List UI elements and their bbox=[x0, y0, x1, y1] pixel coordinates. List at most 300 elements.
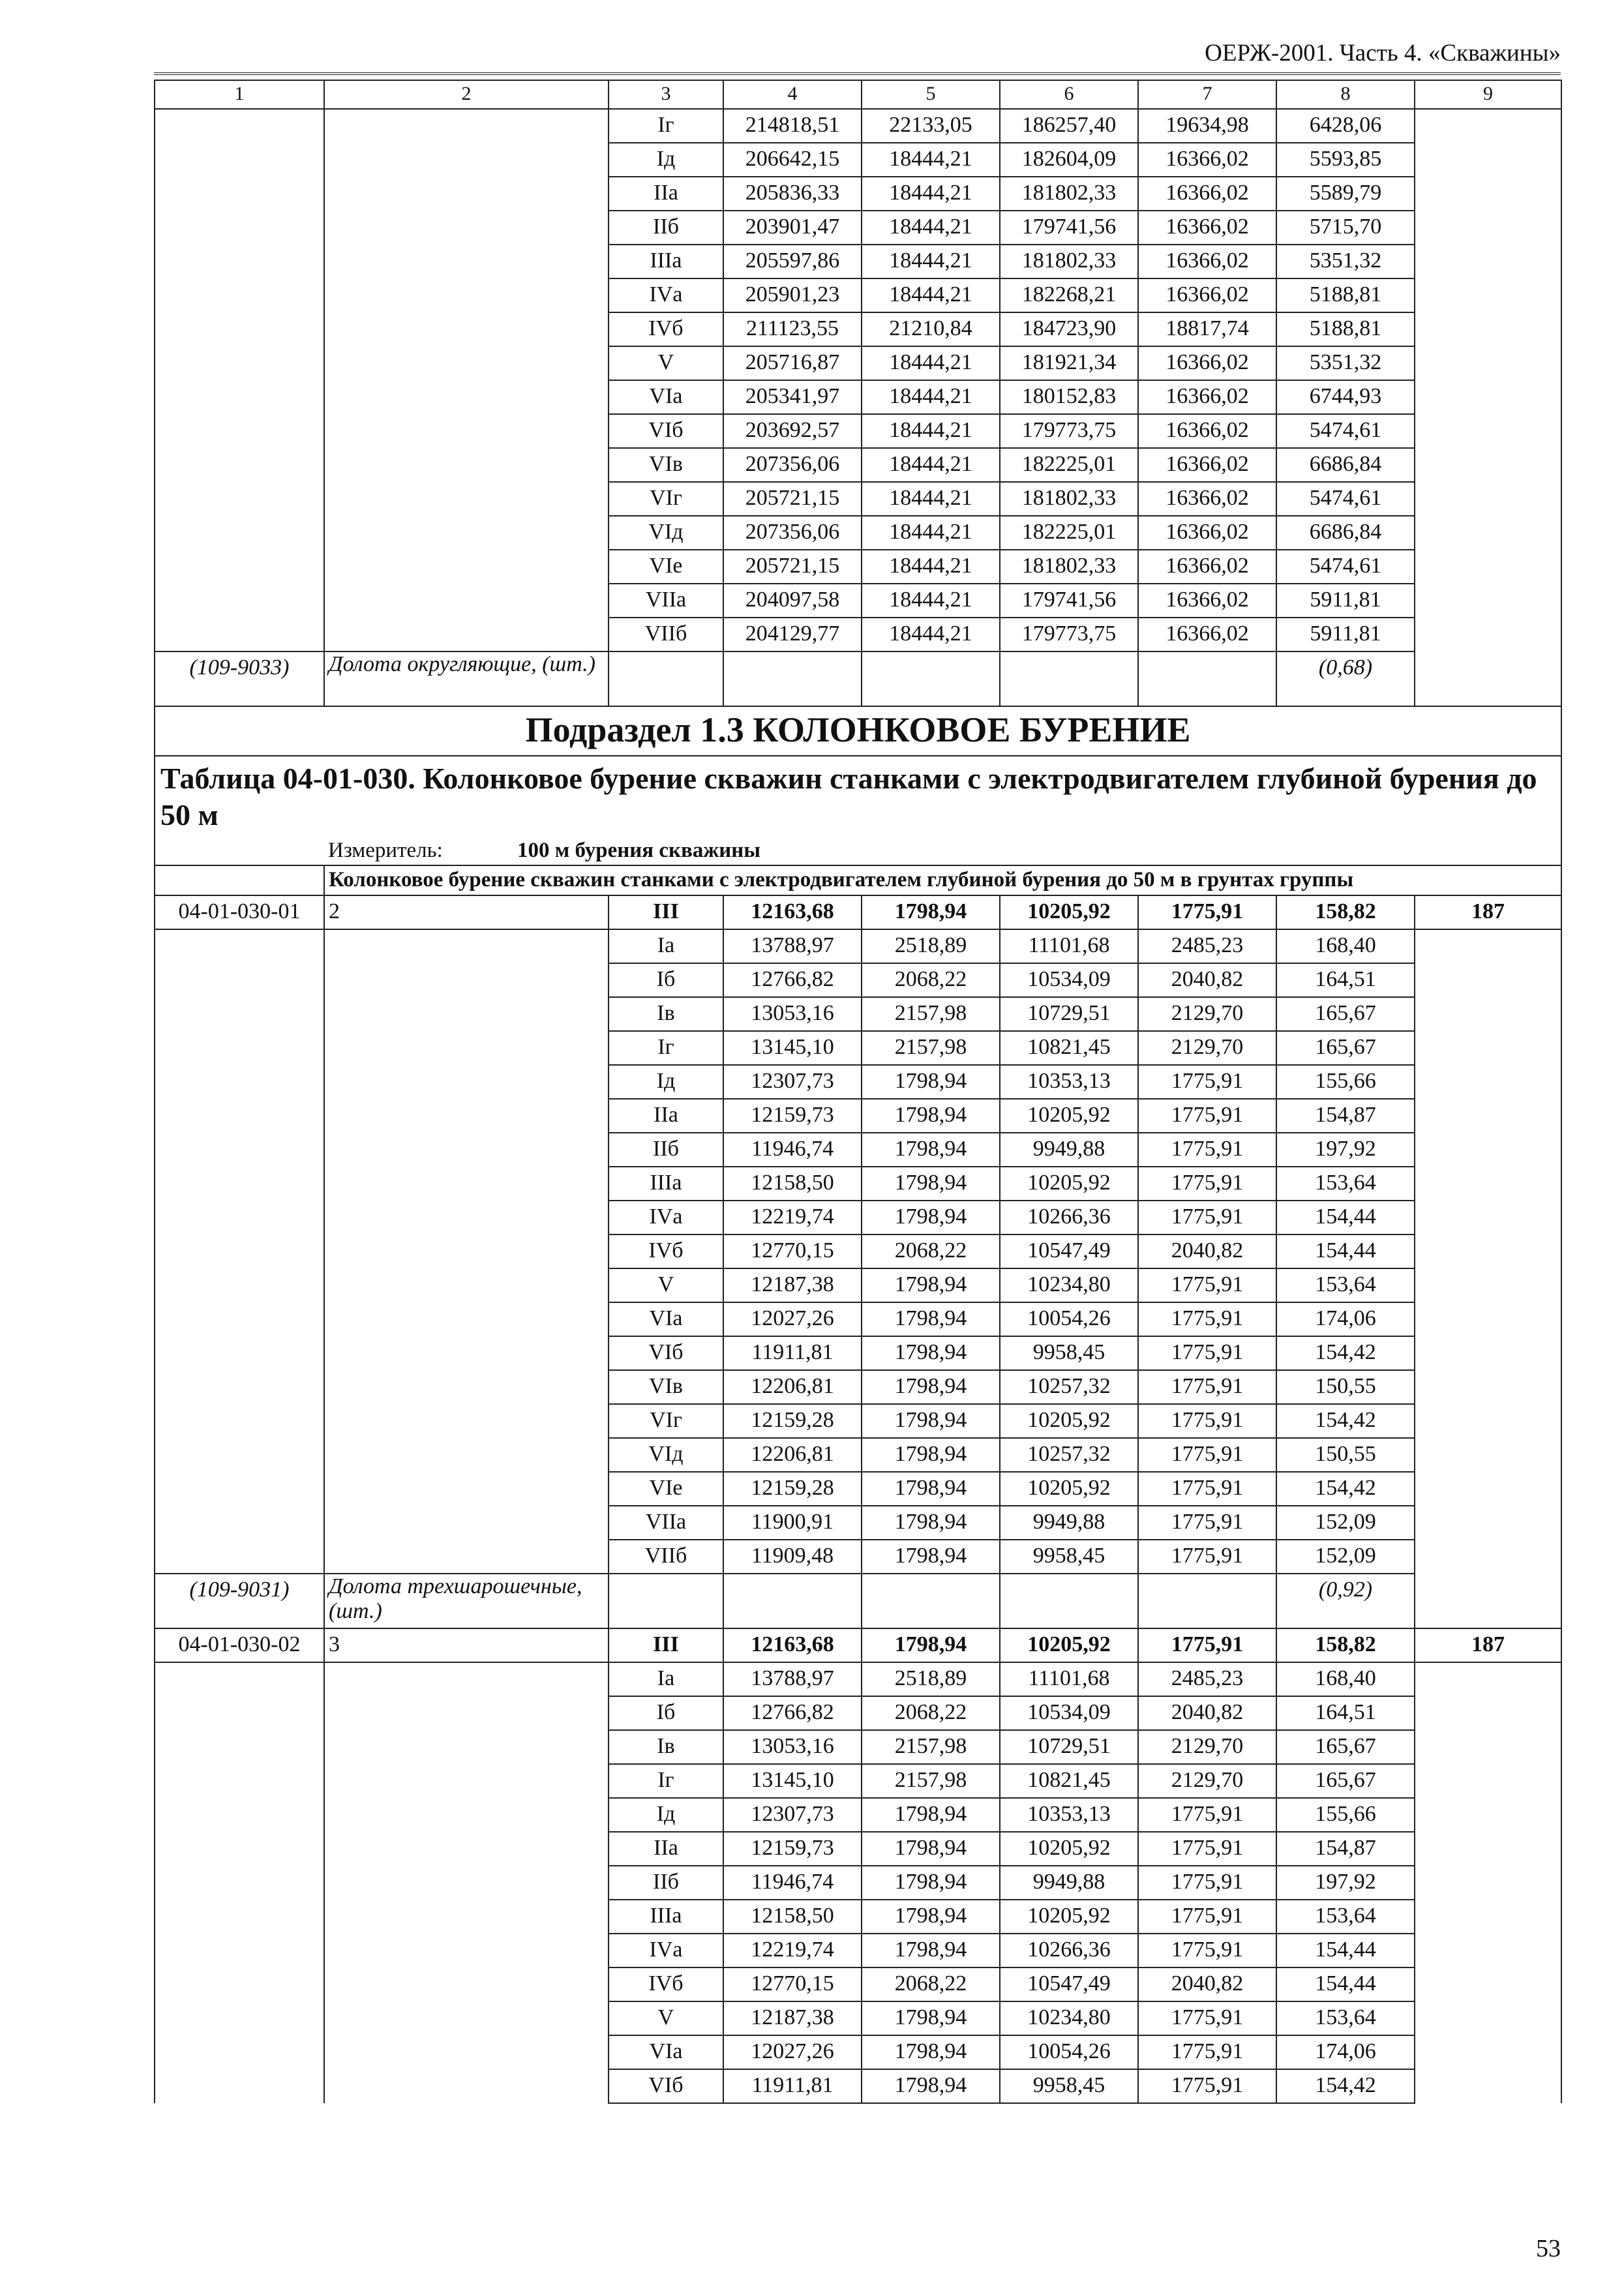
value-cell: 2068,22 bbox=[862, 1967, 1000, 2001]
col9-cell bbox=[1415, 2035, 1561, 2069]
value-cell: 1798,94 bbox=[862, 1201, 1000, 1234]
value-cell: 2485,23 bbox=[1138, 1662, 1276, 1696]
value-cell: 203901,47 bbox=[723, 211, 862, 245]
description-cell: 2 bbox=[324, 895, 609, 929]
column-number: 6 bbox=[1000, 80, 1138, 109]
value-cell: 12206,81 bbox=[723, 1370, 862, 1404]
table-row bbox=[155, 1662, 1561, 1696]
value-cell: 12219,74 bbox=[723, 1201, 862, 1234]
value-cell: 150,55 bbox=[1276, 1438, 1415, 1472]
value-cell: 9949,88 bbox=[1000, 1866, 1138, 1900]
description-cell bbox=[324, 1167, 609, 1201]
value-cell: 12307,73 bbox=[723, 1065, 862, 1099]
table-row bbox=[155, 618, 1561, 651]
value-cell: 6686,84 bbox=[1276, 448, 1415, 482]
value-cell: 207356,06 bbox=[723, 448, 862, 482]
soil-group-cell: IIб bbox=[609, 211, 723, 245]
value-cell: 158,82 bbox=[1276, 1628, 1415, 1662]
description-cell bbox=[324, 109, 609, 143]
value-cell: 2068,22 bbox=[862, 963, 1000, 997]
soil-group-cell: IIIа bbox=[609, 1900, 723, 1934]
table-row bbox=[155, 1934, 1561, 1967]
soil-group-cell: Iб bbox=[609, 1696, 723, 1730]
value-cell: 5351,32 bbox=[1276, 245, 1415, 278]
col9-cell bbox=[1415, 929, 1561, 963]
value-cell: 10205,92 bbox=[1000, 1404, 1138, 1438]
value-cell: 1775,91 bbox=[1138, 1438, 1276, 1472]
empty-cell bbox=[723, 651, 862, 706]
value-cell: 1798,94 bbox=[862, 1370, 1000, 1404]
value-cell: 1798,94 bbox=[862, 1438, 1000, 1472]
value-cell: 5715,70 bbox=[1276, 211, 1415, 245]
value-cell: 2518,89 bbox=[862, 1662, 1000, 1696]
value-cell: 10353,13 bbox=[1000, 1065, 1138, 1099]
value-cell: 1775,91 bbox=[1138, 2001, 1276, 2035]
value-cell: 10054,26 bbox=[1000, 2035, 1138, 2069]
description-cell bbox=[324, 1438, 609, 1472]
value-cell: 12163,68 bbox=[723, 895, 862, 929]
soil-group-cell: Iд bbox=[609, 143, 723, 177]
value-cell: 154,44 bbox=[1276, 1201, 1415, 1234]
table-row bbox=[155, 1866, 1561, 1900]
value-cell: 153,64 bbox=[1276, 1167, 1415, 1201]
value-cell: 153,64 bbox=[1276, 2001, 1415, 2035]
soil-group-cell: VIIб bbox=[609, 618, 723, 651]
value-cell: 179773,75 bbox=[1000, 414, 1138, 448]
table-row bbox=[155, 278, 1561, 312]
value-cell: 10205,92 bbox=[1000, 1832, 1138, 1866]
col9-cell bbox=[1415, 1234, 1561, 1268]
soil-group-cell: Iа bbox=[609, 929, 723, 963]
code-cell bbox=[155, 1099, 324, 1133]
table-row bbox=[155, 211, 1561, 245]
value-cell: 10257,32 bbox=[1000, 1438, 1138, 1472]
table-row bbox=[155, 143, 1561, 177]
description-cell bbox=[324, 143, 609, 177]
col9-cell bbox=[1415, 1900, 1561, 1934]
code-cell bbox=[155, 1133, 324, 1167]
value-cell: 1775,91 bbox=[1138, 1302, 1276, 1336]
value-cell: 1798,94 bbox=[862, 1336, 1000, 1370]
col9-cell bbox=[1415, 448, 1561, 482]
value-cell: 207356,06 bbox=[723, 516, 862, 550]
value-cell: 158,82 bbox=[1276, 895, 1415, 929]
soil-group-cell: IIIа bbox=[609, 245, 723, 278]
soil-group-cell: IVа bbox=[609, 278, 723, 312]
code-cell bbox=[155, 1438, 324, 1472]
table-row bbox=[155, 1730, 1561, 1764]
value-cell: 1775,91 bbox=[1138, 1201, 1276, 1234]
value-cell: 154,42 bbox=[1276, 1336, 1415, 1370]
description-cell bbox=[324, 1370, 609, 1404]
value-cell: 1798,94 bbox=[862, 1628, 1000, 1662]
col9-cell bbox=[1415, 109, 1561, 143]
value-cell: 12307,73 bbox=[723, 1798, 862, 1832]
value-cell: 18444,21 bbox=[862, 211, 1000, 245]
value-cell: 10353,13 bbox=[1000, 1798, 1138, 1832]
code-cell bbox=[155, 1662, 324, 1696]
value-cell: 1775,91 bbox=[1138, 1900, 1276, 1934]
col9-cell bbox=[1415, 963, 1561, 997]
value-cell: 16366,02 bbox=[1138, 380, 1276, 414]
value-cell: 12158,50 bbox=[723, 1900, 862, 1934]
table-row bbox=[155, 1268, 1561, 1302]
value-cell: 10547,49 bbox=[1000, 1234, 1138, 1268]
soil-group-cell: Iг bbox=[609, 1031, 723, 1065]
value-cell: 18444,21 bbox=[862, 448, 1000, 482]
value-cell: 6744,93 bbox=[1276, 380, 1415, 414]
description-cell bbox=[324, 1764, 609, 1798]
value-cell: 2518,89 bbox=[862, 929, 1000, 963]
col9-cell bbox=[1415, 482, 1561, 516]
empty-cell bbox=[1415, 651, 1561, 706]
value-cell: 11101,68 bbox=[1000, 1662, 1138, 1696]
meter-label: Измеритель: bbox=[328, 839, 443, 862]
value-cell: 2129,70 bbox=[1138, 997, 1276, 1031]
value-cell: 1775,91 bbox=[1138, 2035, 1276, 2069]
value-cell: 12766,82 bbox=[723, 1696, 862, 1730]
code-cell bbox=[155, 550, 324, 584]
description-cell bbox=[324, 211, 609, 245]
col9-cell bbox=[1415, 1336, 1561, 1370]
value-cell: 10534,09 bbox=[1000, 963, 1138, 997]
code-cell bbox=[155, 278, 324, 312]
value-cell: 16366,02 bbox=[1138, 516, 1276, 550]
soil-group-cell: Iб bbox=[609, 963, 723, 997]
value-cell: 181802,33 bbox=[1000, 245, 1138, 278]
value-cell: 16366,02 bbox=[1138, 482, 1276, 516]
column-number: 7 bbox=[1138, 80, 1276, 109]
description-cell bbox=[324, 1540, 609, 1574]
value-cell: 1775,91 bbox=[1138, 1133, 1276, 1167]
value-cell: 165,67 bbox=[1276, 1764, 1415, 1798]
table-row bbox=[155, 550, 1561, 584]
column-number: 4 bbox=[723, 80, 862, 109]
table-row bbox=[155, 1404, 1561, 1438]
value-cell: 5474,61 bbox=[1276, 414, 1415, 448]
section-title: Подраздел 1.3 КОЛОНКОВОЕ БУРЕНИЕ bbox=[155, 706, 1561, 756]
table-row bbox=[155, 895, 1561, 929]
code-cell bbox=[155, 109, 324, 143]
col9-cell bbox=[1415, 278, 1561, 312]
soil-group-cell: III bbox=[609, 895, 723, 929]
description-cell bbox=[324, 1472, 609, 1506]
code-cell bbox=[155, 482, 324, 516]
value-cell: 5593,85 bbox=[1276, 143, 1415, 177]
table-row bbox=[155, 929, 1561, 963]
value-cell: 2040,82 bbox=[1138, 1967, 1276, 2001]
table-row bbox=[155, 346, 1561, 380]
description-cell bbox=[324, 1133, 609, 1167]
soil-group-cell: VIд bbox=[609, 1438, 723, 1472]
table-row bbox=[155, 1234, 1561, 1268]
subtitle-row bbox=[155, 865, 1561, 895]
col9-cell bbox=[1415, 346, 1561, 380]
table-row bbox=[155, 1472, 1561, 1506]
value-cell: 154,42 bbox=[1276, 1404, 1415, 1438]
col9-cell bbox=[1415, 1472, 1561, 1506]
value-cell: 184723,90 bbox=[1000, 312, 1138, 346]
col9-cell bbox=[1415, 1764, 1561, 1798]
section-title-row bbox=[155, 706, 1561, 756]
value-cell: 19634,98 bbox=[1138, 109, 1276, 143]
col9-cell bbox=[1415, 1696, 1561, 1730]
table-row bbox=[155, 414, 1561, 448]
value-cell: 1775,91 bbox=[1138, 1628, 1276, 1662]
value-cell: 13788,97 bbox=[723, 1662, 862, 1696]
value-cell: 152,09 bbox=[1276, 1540, 1415, 1574]
value-cell: 16366,02 bbox=[1138, 278, 1276, 312]
value-cell: 5911,81 bbox=[1276, 584, 1415, 618]
description-cell bbox=[324, 1336, 609, 1370]
table-row bbox=[155, 1540, 1561, 1574]
col9-cell bbox=[1415, 177, 1561, 211]
value-cell: 179773,75 bbox=[1000, 618, 1138, 651]
table-row bbox=[155, 963, 1561, 997]
col9-cell bbox=[1415, 1540, 1561, 1574]
value-cell: 205721,15 bbox=[723, 550, 862, 584]
code-cell bbox=[155, 997, 324, 1031]
table-row bbox=[155, 1696, 1561, 1730]
value-cell: 1798,94 bbox=[862, 1934, 1000, 1967]
column-number: 2 bbox=[324, 80, 609, 109]
col9-cell bbox=[1415, 1031, 1561, 1065]
code-cell bbox=[155, 1370, 324, 1404]
material-qty: (0,68) bbox=[1276, 651, 1415, 706]
value-cell: 2040,82 bbox=[1138, 1696, 1276, 1730]
description-cell bbox=[324, 963, 609, 997]
value-cell: 16366,02 bbox=[1138, 346, 1276, 380]
value-cell: 181802,33 bbox=[1000, 482, 1138, 516]
value-cell: 18444,21 bbox=[862, 618, 1000, 651]
material-name: Долота округляющие, (шт.) bbox=[324, 651, 609, 706]
table-title: Таблица 04-01-030. Колонковое бурение скважин станками с электродвигателем глубиной бурения до 50 м bbox=[155, 756, 1561, 837]
value-cell: 181802,33 bbox=[1000, 550, 1138, 584]
description-cell bbox=[324, 1900, 609, 1934]
value-cell: 154,44 bbox=[1276, 1967, 1415, 2001]
value-cell: 18444,21 bbox=[862, 482, 1000, 516]
value-cell: 11900,91 bbox=[723, 1506, 862, 1540]
value-cell: 154,42 bbox=[1276, 2069, 1415, 2103]
value-cell: 18444,21 bbox=[862, 380, 1000, 414]
soil-group-cell: VIв bbox=[609, 448, 723, 482]
description-cell bbox=[324, 380, 609, 414]
value-cell: 10729,51 bbox=[1000, 997, 1138, 1031]
value-cell: 5188,81 bbox=[1276, 312, 1415, 346]
value-cell: 18444,21 bbox=[862, 584, 1000, 618]
value-cell: 182604,09 bbox=[1000, 143, 1138, 177]
code-cell bbox=[155, 1472, 324, 1506]
code-cell bbox=[155, 1696, 324, 1730]
value-cell: 197,92 bbox=[1276, 1133, 1415, 1167]
value-cell: 153,64 bbox=[1276, 1268, 1415, 1302]
description-cell bbox=[324, 278, 609, 312]
value-cell: 1798,94 bbox=[862, 1832, 1000, 1866]
col9-cell bbox=[1415, 1370, 1561, 1404]
value-cell: 16366,02 bbox=[1138, 245, 1276, 278]
code-cell bbox=[155, 963, 324, 997]
soil-group-cell: VIб bbox=[609, 414, 723, 448]
header-rule bbox=[154, 72, 1561, 75]
col9-cell bbox=[1415, 1438, 1561, 1472]
soil-group-cell: V bbox=[609, 2001, 723, 2035]
value-cell: 1775,91 bbox=[1138, 1099, 1276, 1133]
value-cell: 164,51 bbox=[1276, 963, 1415, 997]
table-row bbox=[155, 312, 1561, 346]
value-cell: 11101,68 bbox=[1000, 929, 1138, 963]
soil-group-cell: VIIа bbox=[609, 584, 723, 618]
soil-group-cell: Iв bbox=[609, 997, 723, 1031]
table-row bbox=[155, 482, 1561, 516]
col9-cell bbox=[1415, 516, 1561, 550]
value-cell: 174,06 bbox=[1276, 1302, 1415, 1336]
column-number: 1 bbox=[155, 80, 324, 109]
value-cell: 168,40 bbox=[1276, 929, 1415, 963]
column-number: 9 bbox=[1415, 80, 1561, 109]
value-cell: 174,06 bbox=[1276, 2035, 1415, 2069]
col9-cell bbox=[1415, 1662, 1561, 1696]
value-cell: 155,66 bbox=[1276, 1798, 1415, 1832]
value-cell: 10205,92 bbox=[1000, 895, 1138, 929]
description-cell bbox=[324, 2035, 609, 2069]
code-cell bbox=[155, 1967, 324, 2001]
value-cell: 181921,34 bbox=[1000, 346, 1138, 380]
value-cell: 10821,45 bbox=[1000, 1764, 1138, 1798]
soil-group-cell: IVб bbox=[609, 1234, 723, 1268]
col9-cell: 187 bbox=[1415, 1628, 1561, 1662]
code-cell bbox=[155, 1934, 324, 1967]
value-cell: 12027,26 bbox=[723, 1302, 862, 1336]
empty-cell bbox=[609, 1574, 723, 1628]
col9-cell bbox=[1415, 1268, 1561, 1302]
value-cell: 2157,98 bbox=[862, 1764, 1000, 1798]
value-cell: 1798,94 bbox=[862, 1302, 1000, 1336]
table-row bbox=[155, 997, 1561, 1031]
value-cell: 1798,94 bbox=[862, 1404, 1000, 1438]
value-cell: 205597,86 bbox=[723, 245, 862, 278]
empty-cell bbox=[1000, 651, 1138, 706]
value-cell: 204129,77 bbox=[723, 618, 862, 651]
soil-group-cell: VIа bbox=[609, 2035, 723, 2069]
code-cell bbox=[155, 1268, 324, 1302]
value-cell: 12163,68 bbox=[723, 1628, 862, 1662]
code-cell bbox=[155, 1201, 324, 1234]
value-cell: 203692,57 bbox=[723, 414, 862, 448]
value-cell: 10234,80 bbox=[1000, 2001, 1138, 2035]
table-row bbox=[155, 1099, 1561, 1133]
description-cell bbox=[324, 1730, 609, 1764]
code-cell bbox=[155, 1031, 324, 1065]
value-cell: 5351,32 bbox=[1276, 346, 1415, 380]
code-cell bbox=[155, 1730, 324, 1764]
description-cell bbox=[324, 245, 609, 278]
description-cell bbox=[324, 346, 609, 380]
value-cell: 16366,02 bbox=[1138, 143, 1276, 177]
value-cell: 10205,92 bbox=[1000, 1167, 1138, 1201]
description-cell bbox=[324, 177, 609, 211]
code-cell: 04-01-030-01 bbox=[155, 895, 324, 929]
meter-cell bbox=[324, 837, 1561, 865]
empty-cell bbox=[1415, 1574, 1561, 1628]
value-cell: 1775,91 bbox=[1138, 1370, 1276, 1404]
value-cell: 2485,23 bbox=[1138, 929, 1276, 963]
value-cell: 1798,94 bbox=[862, 895, 1000, 929]
soil-group-cell: IVб bbox=[609, 1967, 723, 2001]
value-cell: 197,92 bbox=[1276, 1866, 1415, 1900]
material-row bbox=[155, 651, 1561, 706]
col9-cell bbox=[1415, 618, 1561, 651]
value-cell: 1798,94 bbox=[862, 1167, 1000, 1201]
code-cell bbox=[155, 618, 324, 651]
value-cell: 9949,88 bbox=[1000, 1506, 1138, 1540]
value-cell: 12159,28 bbox=[723, 1472, 862, 1506]
value-cell: 1798,94 bbox=[862, 1798, 1000, 1832]
material-row bbox=[155, 1574, 1561, 1628]
col9-cell bbox=[1415, 584, 1561, 618]
value-cell: 13145,10 bbox=[723, 1764, 862, 1798]
value-cell: 12187,38 bbox=[723, 1268, 862, 1302]
value-cell: 1798,94 bbox=[862, 2069, 1000, 2103]
value-cell: 214818,51 bbox=[723, 109, 862, 143]
value-cell: 182225,01 bbox=[1000, 448, 1138, 482]
col9-cell bbox=[1415, 1967, 1561, 2001]
value-cell: 18817,74 bbox=[1138, 312, 1276, 346]
value-cell: 13053,16 bbox=[723, 997, 862, 1031]
value-cell: 1798,94 bbox=[862, 1268, 1000, 1302]
table-row bbox=[155, 1832, 1561, 1866]
value-cell: 18444,21 bbox=[862, 516, 1000, 550]
value-cell: 10534,09 bbox=[1000, 1696, 1138, 1730]
soil-group-cell: IVа bbox=[609, 1201, 723, 1234]
value-cell: 1775,91 bbox=[1138, 1798, 1276, 1832]
description-cell bbox=[324, 1506, 609, 1540]
value-cell: 1798,94 bbox=[862, 1540, 1000, 1574]
table-row bbox=[155, 1302, 1561, 1336]
table-row bbox=[155, 1065, 1561, 1099]
soil-group-cell: Iд bbox=[609, 1798, 723, 1832]
value-cell: 13788,97 bbox=[723, 929, 862, 963]
value-cell: 1775,91 bbox=[1138, 1065, 1276, 1099]
meter-spacer bbox=[155, 837, 324, 865]
value-cell: 18444,21 bbox=[862, 550, 1000, 584]
value-cell: 5589,79 bbox=[1276, 177, 1415, 211]
description-cell bbox=[324, 550, 609, 584]
table-row bbox=[155, 584, 1561, 618]
col9-cell bbox=[1415, 380, 1561, 414]
value-cell: 10205,92 bbox=[1000, 1472, 1138, 1506]
description-cell bbox=[324, 312, 609, 346]
value-cell: 10266,36 bbox=[1000, 1934, 1138, 1967]
value-cell: 10234,80 bbox=[1000, 1268, 1138, 1302]
description-cell bbox=[324, 1201, 609, 1234]
value-cell: 10054,26 bbox=[1000, 1302, 1138, 1336]
code-cell bbox=[155, 1065, 324, 1099]
table-row bbox=[155, 380, 1561, 414]
value-cell: 168,40 bbox=[1276, 1662, 1415, 1696]
code-cell bbox=[155, 1900, 324, 1934]
code-cell bbox=[155, 1764, 324, 1798]
soil-group-cell: IVб bbox=[609, 312, 723, 346]
soil-group-cell: Iд bbox=[609, 1065, 723, 1099]
table-row bbox=[155, 2001, 1561, 2035]
table-row bbox=[155, 1201, 1561, 1234]
value-cell: 1775,91 bbox=[1138, 1336, 1276, 1370]
description-cell bbox=[324, 1404, 609, 1438]
value-cell: 12159,73 bbox=[723, 1099, 862, 1133]
value-cell: 18444,21 bbox=[862, 278, 1000, 312]
value-cell: 12158,50 bbox=[723, 1167, 862, 1201]
table-row bbox=[155, 177, 1561, 211]
